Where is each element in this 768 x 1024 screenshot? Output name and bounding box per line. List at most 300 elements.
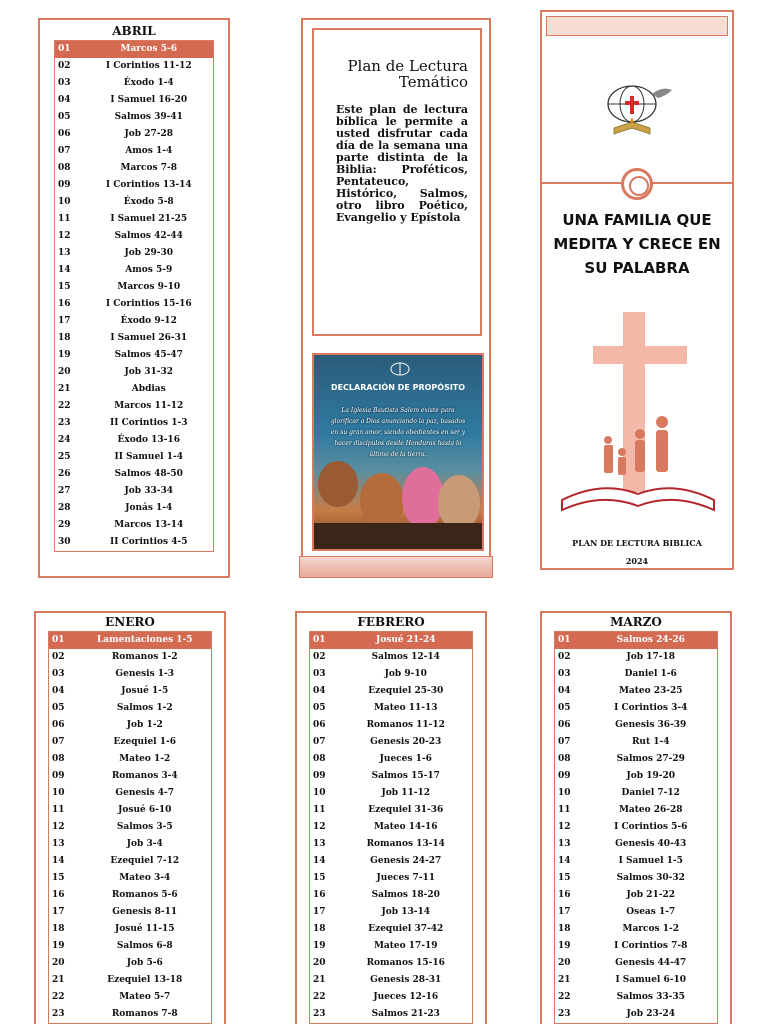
cover-top-bar xyxy=(546,16,728,36)
reading-row xyxy=(55,58,214,75)
reading-reference: Romanos 7-8 xyxy=(111,1009,178,1019)
day-number: 09 xyxy=(52,771,65,781)
day-number: 14 xyxy=(313,856,326,866)
day-number: 06 xyxy=(52,720,65,730)
reading-reference: I Samuel 1-5 xyxy=(618,856,683,866)
reading-row xyxy=(49,683,212,700)
reading-reference: I Samuel 26-31 xyxy=(110,333,188,343)
reading-reference: Mateo 23-25 xyxy=(618,686,683,696)
church-logo-icon xyxy=(600,78,680,148)
day-number: 20 xyxy=(558,958,571,968)
day-number: 07 xyxy=(58,146,71,156)
reading-row xyxy=(310,700,473,717)
day-number: 11 xyxy=(313,805,326,815)
reading-reference: Éxodo 9-12 xyxy=(120,316,177,326)
reading-row xyxy=(55,534,214,552)
reading-row xyxy=(49,955,212,972)
reading-row xyxy=(49,751,212,768)
reading-reference: Genesis 20-23 xyxy=(370,737,442,747)
day-number: 06 xyxy=(58,129,71,139)
reading-reference: Mateo 26-28 xyxy=(618,805,683,815)
day-number: 12 xyxy=(313,822,326,832)
day-number: 05 xyxy=(558,703,571,713)
reading-row xyxy=(310,768,473,785)
reading-reference: Éxodo 5-8 xyxy=(123,197,174,207)
cross-family-icon xyxy=(558,312,718,532)
reading-row xyxy=(55,449,214,466)
day-number: 09 xyxy=(558,771,571,781)
day-number: 13 xyxy=(52,839,65,849)
reading-row xyxy=(55,92,214,109)
reading-reference: Mateo 14-16 xyxy=(373,822,438,832)
reading-reference: Salmos 27-29 xyxy=(616,754,685,764)
reading-reference: Salmos 15-17 xyxy=(371,771,440,781)
reading-reference: Salmos 21-23 xyxy=(371,1009,440,1019)
reading-reference: Salmos 42-44 xyxy=(114,231,183,241)
month-title: ENERO xyxy=(105,615,155,629)
reading-reference: Genesis 1-3 xyxy=(115,669,175,679)
day-number: 22 xyxy=(52,992,65,1002)
reading-row xyxy=(55,466,214,483)
day-number: 21 xyxy=(558,975,571,985)
reading-reference: Mateo 5-7 xyxy=(119,992,171,1002)
day-number: 07 xyxy=(558,737,571,747)
reading-row xyxy=(555,632,718,650)
day-number: 16 xyxy=(58,299,71,309)
cover-footer xyxy=(542,534,732,570)
reading-row xyxy=(555,734,718,751)
day-number: 06 xyxy=(313,720,326,730)
day-number: 26 xyxy=(58,469,71,479)
day-number: 13 xyxy=(558,839,571,849)
day-number: 20 xyxy=(313,958,326,968)
reading-row xyxy=(555,819,718,836)
reading-row xyxy=(55,262,214,279)
info-panel xyxy=(301,18,491,578)
reading-row xyxy=(49,666,212,683)
reading-row xyxy=(555,700,718,717)
reading-row xyxy=(310,1006,473,1024)
reading-row xyxy=(310,904,473,921)
day-number: 03 xyxy=(558,669,571,679)
reading-row xyxy=(55,313,214,330)
reading-row xyxy=(555,972,718,989)
day-number: 10 xyxy=(52,788,65,798)
day-number: 07 xyxy=(52,737,65,747)
day-number: 12 xyxy=(52,822,65,832)
day-number: 22 xyxy=(558,992,571,1002)
reading-reference: Romanos 13-14 xyxy=(366,839,445,849)
reading-reference: Genesis 44-47 xyxy=(615,958,687,968)
reading-row xyxy=(49,972,212,989)
reading-row xyxy=(555,751,718,768)
reading-row xyxy=(310,649,473,666)
month-title: MARZO xyxy=(610,615,662,629)
reading-row xyxy=(555,666,718,683)
reading-reference: Marcos 1-2 xyxy=(622,924,679,934)
reading-reference: Salmos 45-47 xyxy=(114,350,183,360)
day-number: 17 xyxy=(58,316,71,326)
person-image xyxy=(318,461,358,507)
reading-row xyxy=(55,432,214,449)
reading-row xyxy=(55,126,214,143)
reading-row xyxy=(55,228,214,245)
day-number: 19 xyxy=(58,350,71,360)
reading-row xyxy=(555,853,718,870)
day-number: 03 xyxy=(313,669,326,679)
reading-row xyxy=(55,330,214,347)
reading-row xyxy=(310,938,473,955)
reading-reference: Salmos 1-2 xyxy=(116,703,173,713)
reading-row xyxy=(55,381,214,398)
reading-reference: Josué 11-15 xyxy=(114,924,175,934)
reading-reference: Romanos 5-6 xyxy=(111,890,178,900)
reading-row xyxy=(49,870,212,887)
reading-row xyxy=(55,500,214,517)
poster-text: La Iglesia Bautista Salem existe para glorificar a Dios anunciando la paz, basados en su gran amor, siendo obedientes en ser y hacer discípulos desde Honduras hasta lo último de la tierra. xyxy=(330,407,466,458)
day-number: 21 xyxy=(52,975,65,985)
reading-reference: Marcos 11-12 xyxy=(114,401,184,411)
reading-row xyxy=(49,836,212,853)
reading-reference: Romanos 1-2 xyxy=(111,652,178,662)
reading-row xyxy=(49,887,212,904)
poster-title: DECLARACIÓN DE PROPÓSITO xyxy=(330,383,466,392)
reading-reference: Job 13-14 xyxy=(381,907,430,917)
reading-reference: Genesis 40-43 xyxy=(615,839,687,849)
day-number: 11 xyxy=(558,805,571,815)
day-number: 01 xyxy=(55,41,85,59)
day-number: 19 xyxy=(313,941,326,951)
reading-row xyxy=(55,347,214,364)
day-number: 18 xyxy=(313,924,326,934)
reading-row xyxy=(55,194,214,211)
day-number: 22 xyxy=(58,401,71,411)
reading-reference: Josué 21-24 xyxy=(340,632,473,650)
day-number: 01 xyxy=(49,632,79,650)
day-number: 29 xyxy=(58,520,71,530)
reading-row xyxy=(49,785,212,802)
reading-reference: Ezequiel 37-42 xyxy=(368,924,444,934)
reading-row xyxy=(310,666,473,683)
day-number: 21 xyxy=(58,384,71,394)
reading-reference: Jueces 12-16 xyxy=(373,992,439,1002)
reading-reference: I Samuel 6-10 xyxy=(615,975,687,985)
cover-panel xyxy=(540,10,734,570)
reading-row xyxy=(555,785,718,802)
reading-reference: Romanos 3-4 xyxy=(111,771,178,781)
month-panel-marzo xyxy=(540,611,732,1024)
info-title: Plan de Lectura Temático xyxy=(347,57,468,91)
day-number: 22 xyxy=(313,992,326,1002)
day-number: 10 xyxy=(313,788,326,798)
reading-row xyxy=(555,802,718,819)
poster-footer-band xyxy=(314,523,482,549)
day-number: 15 xyxy=(58,282,71,292)
day-number: 06 xyxy=(558,720,571,730)
reading-reference: I Corintios 5-6 xyxy=(614,822,688,832)
reading-row xyxy=(49,1006,212,1024)
reading-row xyxy=(49,768,212,785)
reading-row xyxy=(310,870,473,887)
reading-row xyxy=(555,768,718,785)
reading-row xyxy=(310,955,473,972)
day-number: 15 xyxy=(313,873,326,883)
reading-reference: Marcos 5-6 xyxy=(85,41,214,59)
reading-row xyxy=(55,75,214,92)
reading-row xyxy=(555,921,718,938)
day-number: 16 xyxy=(52,890,65,900)
day-number: 08 xyxy=(58,163,71,173)
day-number: 21 xyxy=(313,975,326,985)
reading-row xyxy=(555,938,718,955)
reading-row xyxy=(55,364,214,381)
reading-reference: Genesis 8-11 xyxy=(112,907,178,917)
day-number: 04 xyxy=(52,686,65,696)
reading-reference: Job 3-4 xyxy=(126,839,163,849)
reading-reference: I Samuel 21-25 xyxy=(110,214,188,224)
day-number: 05 xyxy=(52,703,65,713)
reading-reference: Abdias xyxy=(131,384,166,394)
reading-row xyxy=(310,632,473,650)
reading-row xyxy=(55,245,214,262)
day-number: 19 xyxy=(558,941,571,951)
reading-row xyxy=(49,819,212,836)
purpose-poster xyxy=(312,353,484,551)
day-number: 23 xyxy=(52,1009,65,1019)
reading-row xyxy=(49,649,212,666)
reading-reference: Genesis 4-7 xyxy=(115,788,175,798)
reading-row xyxy=(49,921,212,938)
reading-row xyxy=(310,819,473,836)
reading-reference: Job 9-10 xyxy=(384,669,427,679)
reading-row xyxy=(310,683,473,700)
reading-row xyxy=(49,632,212,650)
day-number: 18 xyxy=(52,924,65,934)
readings-table xyxy=(309,631,473,1024)
reading-reference: Ezequiel 25-30 xyxy=(368,686,444,696)
day-number: 02 xyxy=(52,652,65,662)
reading-row xyxy=(555,683,718,700)
cover-ring-icon xyxy=(621,168,653,200)
info-box xyxy=(312,28,482,336)
reading-row xyxy=(555,955,718,972)
day-number: 10 xyxy=(58,197,71,207)
reading-reference: Job 19-20 xyxy=(626,771,675,781)
reading-reference: Lamentaciones 1-5 xyxy=(79,632,212,650)
reading-reference: Job 5-6 xyxy=(126,958,163,968)
reading-reference: I Corintios 7-8 xyxy=(614,941,688,951)
reading-reference: Salmos 33-35 xyxy=(616,992,685,1002)
day-number: 03 xyxy=(52,669,65,679)
day-number: 17 xyxy=(52,907,65,917)
reading-reference: Marcos 13-14 xyxy=(114,520,184,530)
reading-reference: Job 29-30 xyxy=(124,248,173,258)
reading-row xyxy=(310,887,473,904)
day-number: 14 xyxy=(558,856,571,866)
day-number: 17 xyxy=(313,907,326,917)
reading-row xyxy=(310,989,473,1006)
reading-row xyxy=(49,802,212,819)
reading-row xyxy=(49,989,212,1006)
day-number: 20 xyxy=(58,367,71,377)
day-number: 08 xyxy=(558,754,571,764)
month-title: ABRIL xyxy=(112,24,156,38)
reading-reference: Mateo 1-2 xyxy=(119,754,171,764)
day-number: 05 xyxy=(58,112,71,122)
reading-reference: Éxodo 1-4 xyxy=(123,78,174,88)
reading-reference: Job 11-12 xyxy=(381,788,430,798)
reading-reference: Romanos 11-12 xyxy=(366,720,445,730)
day-number: 14 xyxy=(58,265,71,275)
reading-reference: Amos 5-9 xyxy=(125,265,173,275)
reading-reference: Genesis 36-39 xyxy=(615,720,687,730)
reading-reference: Jonás 1-4 xyxy=(125,503,173,513)
day-number: 01 xyxy=(310,632,340,650)
reading-row xyxy=(555,904,718,921)
reading-row xyxy=(310,836,473,853)
day-number: 05 xyxy=(313,703,326,713)
day-number: 18 xyxy=(58,333,71,343)
reading-row xyxy=(310,853,473,870)
reading-reference: Mateo 3-4 xyxy=(119,873,171,883)
day-number: 20 xyxy=(52,958,65,968)
reading-row xyxy=(55,279,214,296)
reading-reference: Job 17-18 xyxy=(626,652,675,662)
reading-row xyxy=(310,921,473,938)
day-number: 13 xyxy=(313,839,326,849)
day-number: 15 xyxy=(52,873,65,883)
reading-row xyxy=(49,904,212,921)
reading-reference: Ezequiel 1-6 xyxy=(113,737,176,747)
reading-row xyxy=(55,211,214,228)
reading-reference: Rut 1-4 xyxy=(631,737,670,747)
day-number: 30 xyxy=(58,537,71,547)
cover-title: UNA FAMILIA QUE MEDITA Y CRECE EN SU PALABRA xyxy=(553,211,721,277)
day-number: 12 xyxy=(558,822,571,832)
reading-reference: Ezequiel 31-36 xyxy=(368,805,444,815)
reading-reference: I Corintios 11-12 xyxy=(105,61,192,71)
reading-row xyxy=(55,143,214,160)
reading-reference: Josué 1-5 xyxy=(121,686,169,696)
reading-row xyxy=(55,398,214,415)
reading-reference: Job 21-22 xyxy=(626,890,675,900)
day-number: 04 xyxy=(558,686,571,696)
reading-row xyxy=(310,972,473,989)
reading-row xyxy=(555,649,718,666)
reading-reference: I Corintios 13-14 xyxy=(105,180,192,190)
reading-row xyxy=(555,836,718,853)
reading-row xyxy=(55,109,214,126)
month-panel-febrero xyxy=(295,611,487,1024)
reading-row xyxy=(310,751,473,768)
reading-reference: Job 33-34 xyxy=(124,486,173,496)
reading-reference: Salmos 39-41 xyxy=(114,112,183,122)
reading-reference: I Samuel 16-20 xyxy=(110,95,188,105)
reading-reference: Josué 6-10 xyxy=(118,805,172,815)
day-number: 12 xyxy=(58,231,71,241)
reading-reference: Salmos 18-20 xyxy=(371,890,440,900)
day-number: 25 xyxy=(58,452,71,462)
reading-row xyxy=(55,517,214,534)
reading-reference: Mateo 11-13 xyxy=(373,703,438,713)
reading-row xyxy=(49,853,212,870)
day-number: 17 xyxy=(558,907,571,917)
day-number: 16 xyxy=(558,890,571,900)
reading-reference: Job 31-32 xyxy=(124,367,173,377)
cover-footer-label: PLAN DE LECTURA BIBLICA xyxy=(572,538,702,548)
reading-row xyxy=(49,717,212,734)
reading-reference: II Samuel 1-4 xyxy=(114,452,183,462)
day-number: 23 xyxy=(313,1009,326,1019)
readings-table xyxy=(554,631,718,1024)
day-number: 09 xyxy=(313,771,326,781)
reading-reference: II Corintios 4-5 xyxy=(110,537,188,547)
reading-reference: Daniel 1-6 xyxy=(624,669,677,679)
reading-row xyxy=(310,717,473,734)
reading-row xyxy=(310,802,473,819)
reading-reference: Salmos 24-26 xyxy=(585,632,718,650)
cover-year: 2024 xyxy=(625,556,649,566)
day-number: 08 xyxy=(313,754,326,764)
day-number: 15 xyxy=(558,873,571,883)
reading-reference: Oseas 1-7 xyxy=(626,907,676,917)
day-number: 02 xyxy=(58,61,71,71)
reading-reference: Salmos 6-8 xyxy=(116,941,173,951)
reading-row xyxy=(55,415,214,432)
day-number: 02 xyxy=(558,652,571,662)
reading-reference: Marcos 7-8 xyxy=(120,163,177,173)
day-number: 02 xyxy=(313,652,326,662)
day-number: 09 xyxy=(58,180,71,190)
day-number: 18 xyxy=(558,924,571,934)
reading-reference: Daniel 7-12 xyxy=(621,788,680,798)
day-number: 24 xyxy=(58,435,71,445)
reading-reference: Genesis 24-27 xyxy=(370,856,442,866)
reading-row xyxy=(310,785,473,802)
reading-reference: Salmos 48-50 xyxy=(114,469,183,479)
reading-reference: I Corintios 15-16 xyxy=(105,299,192,309)
reading-reference: Job 23-24 xyxy=(626,1009,675,1019)
day-number: 28 xyxy=(58,503,71,513)
reading-reference: Mateo 17-19 xyxy=(373,941,438,951)
reading-reference: Genesis 28-31 xyxy=(370,975,442,985)
readings-table xyxy=(48,631,212,1024)
reading-reference: Ezequiel 7-12 xyxy=(110,856,180,866)
day-number: 08 xyxy=(52,754,65,764)
day-number: 07 xyxy=(313,737,326,747)
day-number: 27 xyxy=(58,486,71,496)
reading-reference: Salmos 30-32 xyxy=(616,873,685,883)
day-number: 23 xyxy=(58,418,71,428)
day-number: 03 xyxy=(58,78,71,88)
day-number: 11 xyxy=(58,214,71,224)
day-number: 01 xyxy=(555,632,585,650)
reading-row xyxy=(55,483,214,500)
reading-row xyxy=(55,160,214,177)
reading-reference: Jueces 7-11 xyxy=(376,873,435,883)
day-number: 23 xyxy=(558,1009,571,1019)
reading-reference: II Corintios 1-3 xyxy=(110,418,188,428)
reading-reference: Salmos 3-5 xyxy=(116,822,173,832)
month-panel-enero xyxy=(34,611,226,1024)
month-panel-abril xyxy=(38,18,230,578)
reading-reference: Jueces 1-6 xyxy=(379,754,432,764)
reading-reference: Job 1-2 xyxy=(126,720,163,730)
reading-row xyxy=(310,734,473,751)
readings-table xyxy=(54,40,214,552)
reading-reference: Salmos 12-14 xyxy=(371,652,440,662)
day-number: 11 xyxy=(52,805,65,815)
